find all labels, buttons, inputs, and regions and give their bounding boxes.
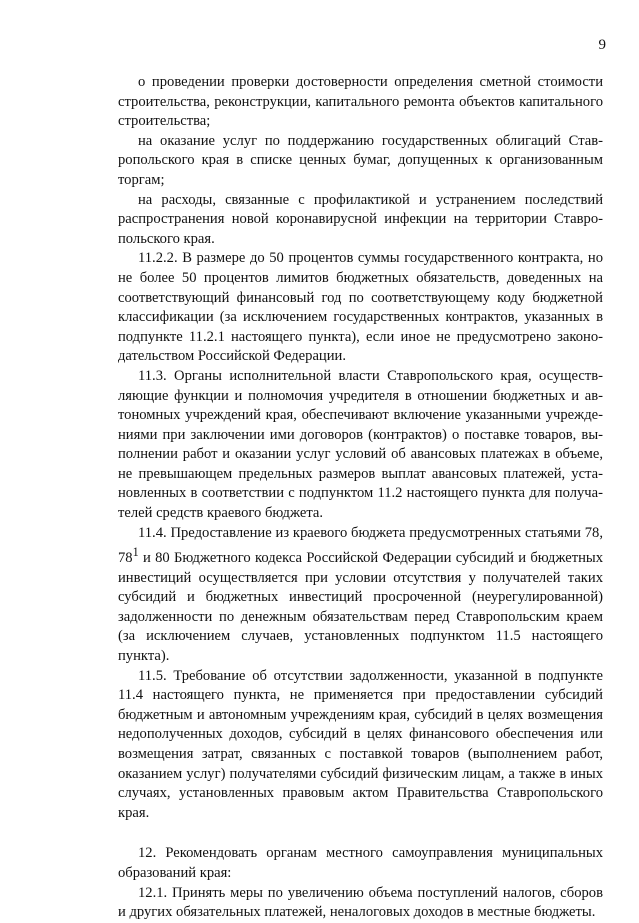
paragraph-smeta: о проведении проверки достоверности определения сметной стоимости строительства, реконструкции, капитального ремонта объектов капитального строительства;: [118, 74, 603, 130]
paragraph-11-4-text-a: 11.4. Предоставление из краевого бюджета предусмотренных статьями 78, 78: [118, 524, 603, 567]
paragraph-11-5: 11.5. Требование об отсутствии задолженности, указанной в подпункте 11.4 настоящего пункта, не применяется при предоставлении субсидий бюджетным и автономным учреждениям края, субсидий в целях возмещения недополученных доходов, субсидий в целях финансового обеспечения или возмещения затрат, связанных с поставкой товаров (выполнением работ, оказанием услуг) получателями субсидий физическим лицам, а также в иных случаях, установленных правовым актом Правительства Ставропольского края.: [118, 667, 603, 821]
paragraph-11-4-text-b: и 80 Бюджетного кодекса Российской Федерации субсидий и бюджетных инвестиций осуществляется при условии отсутствия у получателей таких субсидий и бюджетных инвестиций просроченной (неурегулированной) задолженности по денежным обязательствам перед Ставропольским краем (за исключением случаев, установленных подпунктом 11.5 настоящего пункта).: [118, 550, 603, 665]
paragraph-bonds: на оказание услуг по поддержанию государственных облигаций Ставропольского края в списке ценных бумаг, допущенных к организованным торгам;: [118, 132, 603, 188]
paragraph-11-3: 11.3. Органы исполнительной власти Ставропольского края, осуществляющие функции и полномочия учредителя в отношении бюджетных и автономных учреждений края, обеспечивают включение указанными учреждениями при заключении ими договоров (контрактов) о поставке товаров, выполнении работ и оказании услуг условий об авансовых платежах в объеме, не превышающем предельных размеров выплат авансовых платежей, установленных в соответствии с подпунктом 11.2 настоящего пункта для получателей средств краевого бюджета.: [118, 367, 603, 522]
paragraph-covid: на расходы, связанные с профилактикой и устранением последствий распространения новой коронавирусной инфекции на территории Ставропольского края.: [118, 191, 603, 247]
superscript: 1: [132, 545, 139, 560]
paragraph-12: 12. Рекомендовать органам местного самоуправления муниципальных образований края:: [118, 845, 603, 882]
section-gap: [118, 823, 603, 844]
paragraph-11-4: [118, 524, 603, 667]
document-body: [118, 73, 603, 923]
paragraph-12-1: 12.1. Принять меры по увеличению объема поступлений налогов, сборов и других обязательных платежей, неналоговых доходов в местные бюджеты.: [118, 884, 603, 921]
page-number: 9: [598, 37, 606, 53]
paragraph-11-2-2: 11.2.2. В размере до 50 процентов суммы государственного контракта, но не более 50 процентов лимитов бюджетных обязательств, доведенных на соответствующий финансовый год по соответствующему коду бюджетной классификации (за исключением государственных контрактов, указанных в подпункте 11.2.1 настоящего пункта), если иное не предусмотрено законодательством Российской Федерации.: [118, 250, 603, 365]
